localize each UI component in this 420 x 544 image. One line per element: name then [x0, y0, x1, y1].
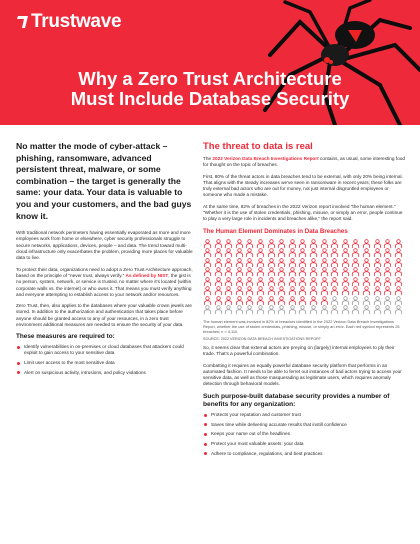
person-icon-human-element	[203, 296, 212, 306]
person-icon-human-element	[288, 296, 297, 306]
paragraph-verizon-part-2: contains, as usual, some interesting food for thought on the topic of breaches.	[203, 156, 405, 168]
person-icon-human-element	[394, 267, 403, 277]
paragraph-conclusion: So, it seems clear that external actors are preying on (largely) internal employees to ply their trade. That's a powerful combination.	[203, 344, 395, 357]
person-icon-other	[341, 305, 350, 315]
person-icon-human-element	[320, 248, 329, 258]
person-icon-human-element	[267, 248, 276, 258]
person-icon-human-element	[298, 258, 307, 268]
person-icon-human-element	[362, 286, 371, 296]
paragraph-perimeter: With traditional network perimeters having essentially evaporated as more and more employees work from home or elsewhere, cyber security professionals struggle to secure networks, applications, devices, people – and data. The trend toward multi-cloud infrastructure only exacerbates the problem, providing more places for valuable data to live.	[16, 230, 193, 261]
person-icon-human-element	[214, 239, 223, 249]
person-icon-human-element	[383, 267, 392, 277]
list-item: Adhere to compliance, regulations, and best practices	[203, 451, 407, 457]
paragraph-external-actors: First, 80% of the threat actors in data breaches tend to be external, with only 20% being internal. That aligns with the steady increases we've seen in ransomware in recent years; these folks are truly external bad actors who are out for money, not just internal disgruntled employees or someone who made a mistake.	[203, 173, 403, 198]
person-icon-human-element	[267, 277, 276, 287]
person-icon-human-element	[214, 258, 223, 268]
person-icon-human-element	[341, 286, 350, 296]
person-icon-human-element	[351, 277, 360, 287]
person-icon-human-element	[203, 286, 212, 296]
person-icon-human-element	[341, 239, 350, 249]
person-icon-other	[256, 305, 265, 315]
person-icon-human-element	[341, 267, 350, 277]
trustwave-logo	[16, 11, 121, 33]
person-icon-other	[309, 305, 318, 315]
nist-link[interactable]: As defined by NIST	[125, 272, 169, 278]
person-icon-human-element	[245, 267, 254, 277]
person-icon-other	[351, 305, 360, 315]
person-icon-human-element	[245, 296, 254, 306]
person-icon-human-element	[309, 258, 318, 268]
person-icon-human-element	[330, 258, 339, 268]
person-icon-human-element	[383, 286, 392, 296]
paragraph-zero-trust-part-1: To protect their data, organizations need to adopt a Zero Trust Architecture approach, based on the principle of "never trust, always verify."	[16, 266, 193, 278]
person-icon-human-element	[235, 296, 244, 306]
person-icon-other	[320, 305, 329, 315]
person-icon-human-element	[235, 267, 244, 277]
person-icon-human-element	[224, 258, 233, 268]
person-icon-human-element	[256, 286, 265, 296]
person-icon-human-element	[224, 296, 233, 306]
person-icon-human-element	[383, 277, 392, 287]
person-icon-human-element	[277, 277, 286, 287]
person-icon-human-element	[277, 248, 286, 258]
person-icon-other	[214, 305, 223, 315]
person-icon-human-element	[277, 258, 286, 268]
person-icon-human-element	[203, 277, 212, 287]
person-icon-human-element	[362, 239, 371, 249]
person-icon-other	[203, 305, 212, 315]
page-title-line-2: Must Include Database Security	[70, 88, 350, 109]
person-icon-human-element	[341, 258, 350, 268]
person-icon-human-element	[214, 277, 223, 287]
list-item: Identify vulnerabilities in on-premises or cloud databases that attackers could exploit to gain access to your sensitive data	[16, 344, 194, 356]
person-icon-other	[341, 296, 350, 306]
person-icon-human-element	[267, 286, 276, 296]
measures-heading: These measures are required to:	[16, 333, 115, 341]
person-icon-human-element	[330, 277, 339, 287]
list-item: Keeps your name out of the headlines	[203, 431, 407, 437]
person-icon-human-element	[330, 239, 339, 249]
person-icon-human-element	[383, 258, 392, 268]
verizon-report-link[interactable]: 2022 Verizon Data Breach Investigations Report	[212, 156, 319, 161]
person-icon-human-element	[298, 296, 307, 306]
person-icon-human-element	[373, 239, 382, 249]
paragraph-combat: Combatting it requires an equally powerful database security platform that performs in an automated fashion. It needs to be able to ferret out instances of bad actors trying to access your sensitive data, as well as those masquerading as legitimate users, which requires anomaly detection through behavioral models.	[203, 362, 402, 387]
person-icon-other	[277, 305, 286, 315]
person-icon-human-element	[224, 277, 233, 287]
person-icon-human-element	[214, 286, 223, 296]
person-icon-human-element	[309, 286, 318, 296]
person-icon-human-element	[235, 239, 244, 249]
person-icon-human-element	[267, 258, 276, 268]
person-icon-human-element	[245, 277, 254, 287]
person-icon-human-element	[341, 248, 350, 258]
person-icon-human-element	[203, 258, 212, 268]
person-icon-human-element	[373, 248, 382, 258]
person-icon-human-element	[267, 239, 276, 249]
chart-note: The human element was involved in 82% of breaches identified in the 2022 Verizon Data Breach Investigations Report, whether the use of stolen credentials, phishing, misuse, or simply an error. Each red symbol represents 25 breaches; n = 4,110.	[203, 318, 400, 334]
person-icon-human-element	[245, 258, 254, 268]
person-icon-other	[383, 296, 392, 306]
person-icon-human-element	[298, 277, 307, 287]
person-icon-human-element	[267, 267, 276, 277]
paragraph-zero-trust	[16, 267, 194, 298]
page-title-line-1: Why a Zero Trust Architecture	[78, 68, 342, 89]
person-icon-human-element	[351, 258, 360, 268]
benefits-list	[203, 412, 407, 456]
person-icon-human-element	[277, 296, 286, 306]
list-item: Protect your most valuable assets: your data	[203, 441, 407, 447]
person-icon-human-element	[256, 267, 265, 277]
person-icon-human-element	[288, 286, 297, 296]
person-icon-other	[288, 305, 297, 315]
person-icon-human-element	[394, 239, 403, 249]
person-icon-other	[383, 305, 392, 315]
person-icon-human-element	[320, 258, 329, 268]
person-icon-human-element	[277, 286, 286, 296]
person-icon-human-element	[309, 267, 318, 277]
person-icon-human-element	[320, 267, 329, 277]
person-icon-human-element	[288, 267, 297, 277]
person-icon-human-element	[203, 239, 212, 249]
human-element-chart	[203, 239, 407, 315]
person-icon-human-element	[320, 296, 329, 306]
person-icon-other	[351, 296, 360, 306]
person-icon-human-element	[224, 286, 233, 296]
person-icon-human-element	[362, 277, 371, 287]
hero-banner	[0, 0, 420, 125]
person-icon-human-element	[235, 277, 244, 287]
person-icon-human-element	[351, 248, 360, 258]
paragraph-verizon	[203, 156, 407, 169]
person-icon-human-element	[298, 239, 307, 249]
person-icon-human-element	[362, 258, 371, 268]
lead-paragraph: No matter the mode of cyber-attack – phishing, ransomware, advanced persistent threat, malware, or some combination – the target is generally the same: your data. Your data is valuable to you and your customers, and the bad guys know it.	[16, 141, 192, 221]
person-icon-human-element	[309, 296, 318, 306]
person-icon-human-element	[214, 267, 223, 277]
person-icon-human-element	[267, 296, 276, 306]
person-icon-human-element	[394, 277, 403, 287]
chart-title: The Human Element Dominates in Data Breaches	[203, 227, 348, 235]
list-item: Limit user access to the most sensitive data	[16, 360, 194, 366]
person-icon-human-element	[288, 277, 297, 287]
person-icon-other	[394, 305, 403, 315]
person-icon-human-element	[373, 258, 382, 268]
section-title: The threat to data is real	[203, 141, 313, 152]
person-icon-other	[267, 305, 276, 315]
person-icon-human-element	[277, 239, 286, 249]
person-icon-human-element	[245, 248, 254, 258]
list-item: Alert on suspicious activity, intrusions, and policy violations	[16, 370, 194, 376]
person-icon-human-element	[214, 248, 223, 258]
left-column	[16, 141, 194, 379]
person-icon-human-element	[373, 286, 382, 296]
paragraph-verizon-part-1: The	[203, 156, 213, 161]
person-icon-human-element	[288, 258, 297, 268]
person-icon-human-element	[288, 239, 297, 249]
person-icon-other	[224, 305, 233, 315]
person-icon-human-element	[256, 239, 265, 249]
person-icon-human-element	[214, 296, 223, 306]
person-icon-human-element	[383, 248, 392, 258]
person-icon-human-element	[320, 239, 329, 249]
person-icon-human-element	[394, 286, 403, 296]
brand-name: Trustwave	[31, 11, 122, 32]
person-icon-human-element	[256, 296, 265, 306]
person-icon-human-element	[256, 248, 265, 258]
person-icon-other	[373, 296, 382, 306]
list-item: Protects your reputation and customer trust	[203, 412, 407, 418]
person-icon-human-element	[309, 277, 318, 287]
trustwave-logo-icon	[16, 16, 28, 28]
person-icon-human-element	[224, 248, 233, 258]
person-icon-human-element	[235, 248, 244, 258]
person-icon-human-element	[235, 286, 244, 296]
person-icon-human-element	[373, 267, 382, 277]
right-column	[203, 141, 407, 460]
person-icon-human-element	[256, 277, 265, 287]
person-icon-other	[245, 305, 254, 315]
person-icon-human-element	[394, 248, 403, 258]
person-icon-human-element	[351, 267, 360, 277]
person-icon-other	[362, 296, 371, 306]
person-icon-human-element	[394, 258, 403, 268]
person-icon-human-element	[298, 248, 307, 258]
person-icon-human-element	[330, 286, 339, 296]
page-title	[0, 69, 420, 109]
person-icon-human-element	[245, 286, 254, 296]
person-icon-human-element	[362, 267, 371, 277]
person-icon-human-element	[309, 248, 318, 258]
chart-source: SOURCE: 2022 VERIZON DATA BREACH INVESTIGATIONS REPORT	[203, 336, 321, 341]
person-icon-human-element	[373, 277, 382, 287]
person-icon-human-element	[383, 239, 392, 249]
person-icon-human-element	[341, 277, 350, 287]
person-icon-human-element	[351, 286, 360, 296]
benefits-heading: Such purpose-built database security provides a number of benefits for any organization:	[203, 392, 390, 408]
person-icon-human-element	[277, 267, 286, 277]
person-icon-human-element	[362, 248, 371, 258]
person-icon-human-element	[203, 267, 212, 277]
person-icon-other	[373, 305, 382, 315]
person-icon-human-element	[235, 258, 244, 268]
person-icon-other	[330, 305, 339, 315]
person-icon-human-element	[330, 267, 339, 277]
person-icon-human-element	[298, 267, 307, 277]
person-icon-human-element	[256, 258, 265, 268]
person-icon-human-element	[309, 239, 318, 249]
paragraph-zero-trust-part-2: , the gist is no person, system, network, or service is trusted, no matter where it's located (within corporate walls vs. the internet) or who owns it. That means you must verify anything and everyone attempting to establish access to your network and/or resources.	[16, 272, 192, 297]
person-icon-other	[330, 296, 339, 306]
person-icon-human-element	[351, 239, 360, 249]
person-icon-human-element	[203, 248, 212, 258]
measures-list	[16, 344, 194, 375]
person-icon-other	[362, 305, 371, 315]
person-icon-other	[298, 305, 307, 315]
paragraph-databases: Zero Trust, then, also applies to the databases where your valuable crown jewels are stored. In addition to the authorization and authentication that takes place before anyone should be granted access to any of your resources, in a zero trust environment additional measures are needed to ensure the security of your data.	[16, 303, 192, 328]
person-icon-human-element	[245, 239, 254, 249]
person-icon-human-element	[298, 286, 307, 296]
paragraph-human-element: At the same time, 82% of breaches in the 2022 Verizon report involved "the human element." "Whether it is the use of stolen credentials, phishing, misuse, or simply an error, people continue to play a very large role in incidents and breaches alike," the report said.	[203, 203, 403, 222]
list-item: Saves time while delivering accurate results that instill confidence	[203, 422, 407, 428]
person-icon-human-element	[224, 239, 233, 249]
person-icon-human-element	[320, 286, 329, 296]
person-icon-human-element	[330, 248, 339, 258]
person-icon-human-element	[320, 277, 329, 287]
person-icon-human-element	[224, 267, 233, 277]
person-icon-human-element	[288, 248, 297, 258]
person-icon-other	[235, 305, 244, 315]
person-icon-other	[394, 296, 403, 306]
